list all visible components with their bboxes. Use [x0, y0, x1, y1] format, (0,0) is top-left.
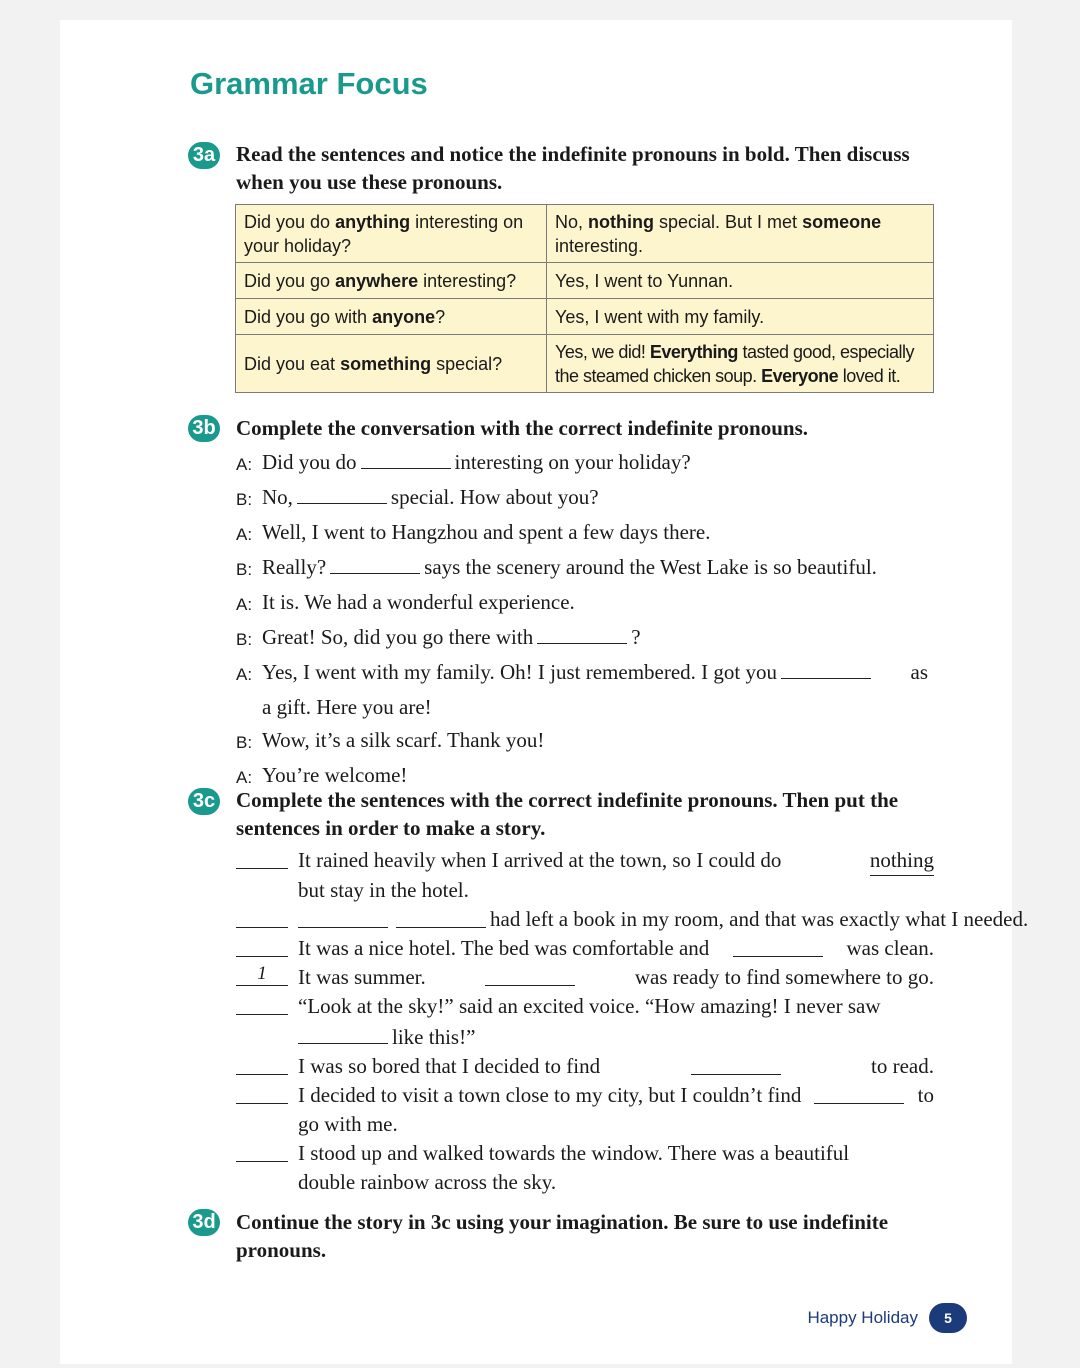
cell-text: Did you do: [244, 211, 336, 232]
cell-text: Yes, I went to Yunnan.: [555, 270, 734, 291]
order-blank[interactable]: [236, 934, 288, 957]
cell-text: Did you eat: [244, 353, 341, 374]
order-blank[interactable]: 1: [236, 963, 288, 986]
section-3d-instruction: Continue the story in 3c using your imagination. Be sure to use indefinite pronouns.: [236, 1210, 889, 1262]
story-sentence: [298, 992, 934, 1052]
conversation-line: [236, 724, 936, 759]
section-3c-badge: 3c: [188, 788, 220, 815]
sentence-text: I stood up and walked towards the window. There was a beautiful: [298, 1141, 850, 1165]
question-cell: [236, 335, 547, 393]
pronoun-bold: Everything: [649, 341, 738, 362]
cell-text: Did you go: [244, 270, 336, 291]
sentence-text: It was a nice hotel. The bed was comfortable and: [298, 936, 710, 960]
cell-text: special?: [431, 353, 503, 374]
example-answer: nothing: [870, 846, 934, 876]
answer-blank[interactable]: [733, 934, 823, 957]
question-cell: [236, 299, 547, 335]
sentence-text: to read.: [871, 1054, 934, 1078]
section-3c-instruction: Complete the sentences with the correct indefinite pronouns. Then put the sentences in order to make a story.: [236, 788, 899, 840]
speaker-label: A:: [236, 768, 253, 787]
sentence-text: but stay in the hotel.: [298, 878, 469, 902]
cell-text: interesting.: [555, 235, 644, 256]
grammar-table: [235, 204, 934, 393]
pronoun-bold: anyone: [372, 306, 436, 327]
section-3a-instruction: Read the sentences and notice the indefinite pronouns in bold. Then discuss when you use these pronouns.: [236, 142, 910, 194]
conversation-line: [236, 481, 936, 516]
cell-text: loved it.: [838, 365, 901, 386]
story-sentence: [298, 846, 934, 905]
answer-blank[interactable]: [691, 1052, 781, 1075]
conversation-line: [236, 691, 936, 724]
cell-text: Yes, I went with my family.: [555, 306, 765, 327]
page-title: Grammar Focus: [190, 66, 428, 101]
answer-blank[interactable]: [298, 905, 388, 928]
sentence-text: It was summer.: [298, 965, 426, 989]
cell-text: interesting on your holiday?: [244, 211, 524, 256]
pronoun-bold: anything: [335, 211, 411, 232]
sentence-text: It rained heavily when I arrived at the town, so I could do: [298, 848, 782, 872]
story-item: [236, 846, 934, 905]
line-text: ?: [631, 625, 641, 649]
speaker-label: B:: [236, 490, 253, 509]
order-blank[interactable]: [236, 992, 288, 1015]
answer-cell: [547, 299, 934, 335]
cell-text: No,: [555, 211, 589, 232]
line-text: special. How about you?: [390, 485, 599, 509]
cell-text: interesting?: [418, 270, 517, 291]
answer-cell: [547, 205, 934, 263]
line-text: You’re welcome!: [262, 763, 408, 787]
conversation: [236, 446, 936, 794]
conversation-line: [236, 516, 936, 551]
grammar-table-row: [236, 263, 934, 299]
sentence-text: was ready to find somewhere to go.: [634, 965, 934, 989]
story-sentence: [298, 1052, 934, 1081]
story-item: [236, 1139, 934, 1197]
story-sentence: [298, 905, 1028, 934]
line-text: Well, I went to Hangzhou and spent a few days there.: [262, 520, 711, 544]
cell-text: special. But I met: [654, 211, 803, 232]
sentence-text: to: [917, 1083, 934, 1107]
line-text: as: [910, 660, 928, 684]
question-cell: [236, 205, 547, 263]
conversation-line: [236, 551, 936, 586]
story-sentence: [298, 934, 934, 963]
cell-text: Did you go with: [244, 306, 373, 327]
cell-text: Yes, we did!: [555, 341, 650, 362]
answer-blank[interactable]: [537, 621, 627, 644]
story-item: [236, 992, 934, 1052]
cell-text: tasted good, especially the steamed chicken soup.: [555, 341, 915, 386]
answer-blank[interactable]: [396, 905, 486, 928]
pronoun-bold: Everyone: [761, 365, 839, 386]
sentence-text: I decided to visit a town close to my city, but I couldn’t find: [298, 1083, 802, 1107]
grammar-table-row: [236, 335, 934, 393]
story-item: [236, 1081, 934, 1139]
speaker-label: B:: [236, 630, 253, 649]
pronoun-bold: anywhere: [335, 270, 419, 291]
speaker-label: A:: [236, 525, 253, 544]
speaker-label: B:: [236, 560, 253, 579]
answer-cell: [547, 263, 934, 299]
answer-blank[interactable]: [330, 551, 420, 574]
speaker-label: A:: [236, 665, 253, 684]
line-text: a gift. Here you are!: [262, 695, 432, 719]
story-sentence: [298, 1139, 934, 1197]
unit-name: Happy Holiday: [807, 1308, 918, 1327]
section-3a-badge: 3a: [188, 142, 220, 169]
story-item: [236, 934, 934, 963]
answer-blank[interactable]: [781, 656, 871, 679]
line-text: It is. We had a wonderful experience.: [262, 590, 575, 614]
page-number: 5: [929, 1303, 967, 1333]
line-text: Great! So, did you go there with: [262, 625, 534, 649]
answer-blank[interactable]: [361, 446, 451, 469]
sentence-text: was clean.: [846, 936, 934, 960]
story-item: [236, 905, 1029, 934]
order-blank[interactable]: [236, 1139, 288, 1162]
section-3d-badge: 3d: [188, 1209, 220, 1236]
sentence-text: I was so bored that I decided to find: [298, 1054, 601, 1078]
story-item: [236, 1052, 934, 1081]
grammar-table-row: [236, 299, 934, 335]
conversation-line: [236, 656, 928, 691]
line-text: Did you do: [262, 450, 357, 474]
conversation-line: [236, 446, 936, 481]
sentence-text: had left a book in my room, and that was exactly what I needed.: [490, 907, 1029, 931]
section-3b-instruction: Complete the conversation with the correct indefinite pronouns.: [236, 416, 809, 440]
line-text: interesting on your holiday?: [454, 450, 691, 474]
pronoun-bold: nothing: [588, 211, 654, 232]
answer-blank[interactable]: [485, 963, 575, 986]
line-text: Yes, I went with my family. Oh! I just remembered. I got you: [262, 660, 778, 684]
cell-text: ?: [435, 306, 446, 327]
sentence-text: like this!”: [392, 1025, 476, 1049]
speaker-label: B:: [236, 733, 253, 752]
conversation-line: [236, 586, 936, 621]
grammar-table-row: [236, 205, 934, 263]
line-text: says the scenery around the West Lake is so beautiful.: [424, 555, 877, 579]
story-sentence: [298, 1081, 934, 1139]
order-blank[interactable]: [236, 905, 288, 928]
answer-blank[interactable]: [297, 481, 387, 504]
line-text: Wow, it’s a silk scarf. Thank you!: [262, 728, 545, 752]
speaker-label: A:: [236, 455, 253, 474]
story-list: [236, 846, 1029, 1197]
pronoun-bold: something: [340, 353, 432, 374]
question-cell: [236, 263, 547, 299]
sentence-text: “Look at the sky!” said an excited voice. “How amazing! I never saw: [298, 994, 881, 1018]
line-text: No,: [262, 485, 293, 509]
answer-blank[interactable]: [814, 1081, 904, 1104]
order-blank[interactable]: [236, 1081, 288, 1104]
sentence-text: go with me.: [298, 1112, 398, 1136]
speaker-label: A:: [236, 595, 253, 614]
story-item: [236, 963, 934, 992]
order-blank[interactable]: [236, 846, 288, 869]
sentence-text: double rainbow across the sky.: [298, 1170, 557, 1194]
line-text: Really?: [262, 555, 327, 579]
order-blank[interactable]: [236, 1052, 288, 1075]
pronoun-bold: someone: [802, 211, 882, 232]
conversation-line: [236, 621, 936, 656]
section-3b-badge: 3b: [188, 415, 220, 442]
answer-blank[interactable]: [298, 1021, 388, 1044]
answer-cell: [547, 335, 934, 393]
story-sentence: [298, 963, 934, 992]
